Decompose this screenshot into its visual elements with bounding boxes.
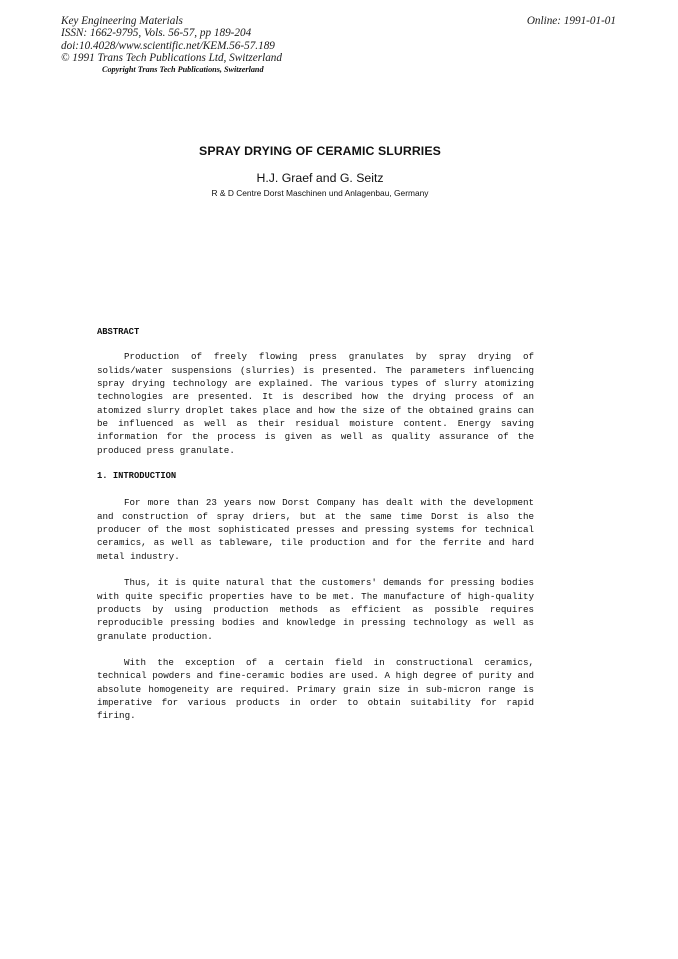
intro-paragraph: For more than 23 years now Dorst Company has dealt with the development and construction of spray driers, but at the same time Dorst is also the producer of the most sophisticated presses and pressing systems for technical ceramics, as well as tableware, tile production and for the ferrite and hard metal industry.: [97, 497, 534, 562]
abstract-text: Production of freely flowing press granulates by spray drying of solids/water suspensions (slurries) is presented. The parameters influencing spray drying technology are explained. The various types of slurry atomizing technologies are presented. It is described how the drying process of an atomized slurry droplet takes place and how the size of the obtained grains can be influenced as well as their residual moisture content. Energy saving information for the process is given as well as quality assurance of the produced press granulate.: [97, 351, 534, 456]
journal-meta: [61, 15, 282, 65]
intro-paragraph: Thus, it is quite natural that the customers' demands for pressing bodies with quite specific properties have to be met. The manufacture of high-quality products by using production methods as efficient as possible requires reproducible pressing bodies and knowledge in pressing technology as well as granulate production.: [97, 577, 534, 642]
journal-publisher: © 1991 Trans Tech Publications Ltd, Switzerland: [61, 52, 282, 65]
journal-doi: doi:10.4028/www.scientific.net/KEM.56-57.189: [61, 39, 275, 52]
online-date: Online: 1991-01-01: [526, 15, 616, 27]
paper-authors: H.J. Graef and G. Seitz: [256, 171, 384, 185]
copyright-notice: Copyright Trans Tech Publications, Switzerland: [102, 65, 264, 74]
intro-paragraph: With the exception of a certain field in constructional ceramics, technical powders and fine-ceramic bodies are used. A high degree of purity and absolute homogeneity are required. Primary grain size in sub-micron range is imperative for various products in order to obtain suitability for rapid firing.: [97, 656, 534, 722]
paper-affiliation: R & D Centre Dorst Maschinen und Anlagenbau, Germany: [211, 188, 429, 198]
abstract-heading: ABSTRACT: [97, 327, 140, 337]
paper-title: SPRAY DRYING OF CERAMIC SLURRIES: [199, 144, 441, 158]
introduction-heading: 1. INTRODUCTION: [97, 471, 177, 482]
paper-body: [97, 326, 534, 723]
journal-name: Key Engineering Materials: [61, 15, 183, 27]
journal-issn: ISSN: 1662-9795, Vols. 56-57, pp 189-204: [61, 27, 252, 40]
